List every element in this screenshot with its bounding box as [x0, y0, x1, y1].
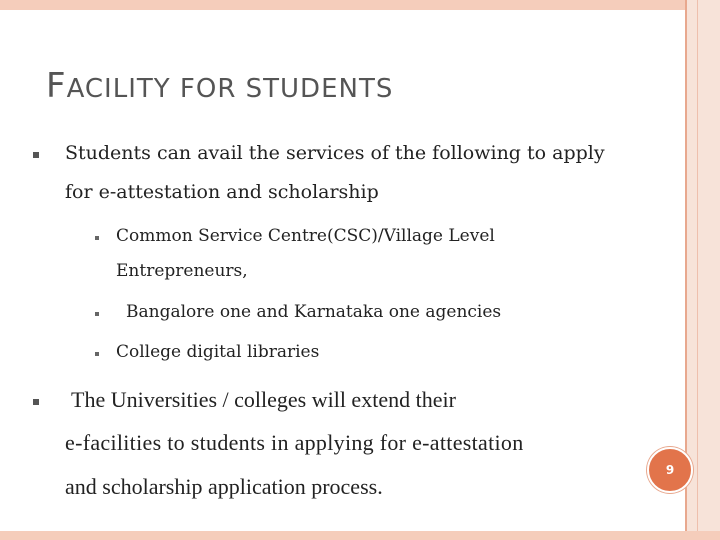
frame-right-line-inner	[697, 0, 698, 540]
sub-bullet-square-icon	[95, 312, 99, 316]
sub-bullet-square-icon	[95, 352, 99, 356]
frame-top-border	[0, 0, 720, 10]
slide-title	[46, 66, 393, 106]
frame-right-border	[686, 0, 720, 540]
frame-bottom-border	[0, 531, 720, 540]
bullet2-line2: e-facilities to students in applying for e-attestation	[65, 430, 524, 455]
bullet-square-icon	[33, 152, 39, 158]
bullet1-line2: for e-attestation and scholarship	[65, 181, 379, 203]
sub-bullet1-line2: Entrepreneurs,	[116, 261, 248, 281]
bullet2-line3: and scholarship application process.	[65, 474, 383, 499]
page-number-badge: 9	[647, 447, 693, 493]
sub-bullet2: Bangalore one and Karnataka one agencies	[126, 302, 502, 322]
bullet2-line1: The Universities / colleges will extend their	[71, 387, 456, 412]
sub-bullet1-line1: Common Service Centre(CSC)/Village Level	[116, 226, 495, 246]
sub-bullet3: College digital libraries	[116, 342, 320, 362]
title-initial: F	[46, 66, 67, 106]
bullet1-line1: Students can avail the services of the following to apply	[65, 142, 605, 164]
bullet-square-icon	[33, 399, 39, 405]
sub-bullet-square-icon	[95, 236, 99, 240]
title-rest: ACILITY FOR STUDENTS	[66, 74, 394, 104]
